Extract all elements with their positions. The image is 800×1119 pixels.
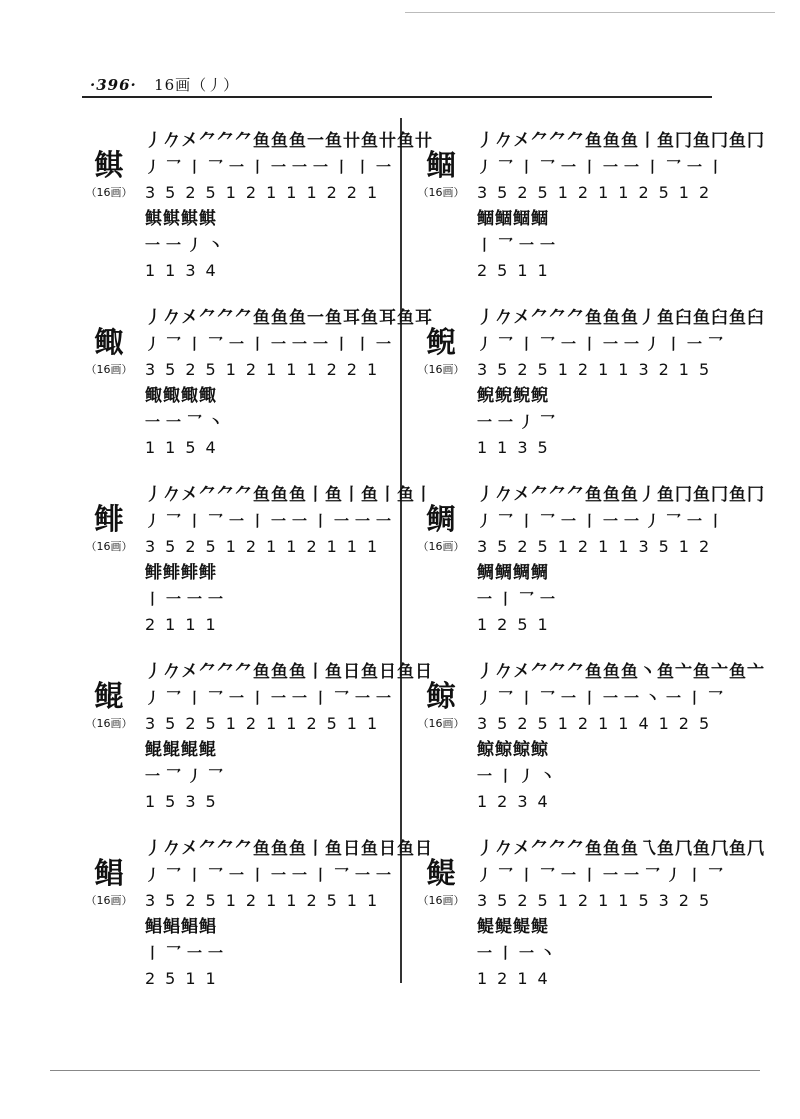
stroke-progression-cont: 鲲鲲鲲鲲	[145, 740, 217, 760]
head-character-block	[80, 325, 138, 377]
head-character: 鲰	[94, 325, 124, 359]
stroke-count-label: （16画）	[85, 540, 133, 553]
stroke-codes-cont: 1134	[145, 261, 226, 280]
stroke-codes: 352512114125	[477, 714, 720, 733]
head-character-block	[412, 148, 470, 200]
stroke-codes: 352512111221	[145, 360, 388, 379]
stroke-progression-cont: 鲳鲳鲳鲳	[145, 917, 217, 937]
stroke-progression: 丿𠂊㐅⺈⺈⺈鱼鱼鱼一鱼耳鱼耳鱼耳	[145, 308, 433, 328]
stroke-shapes: 丿乛丨乛一丨一一丿丨一乛	[477, 335, 730, 353]
stroke-shapes: 丿乛丨乛一丨一一丨乛一一	[145, 689, 398, 707]
stroke-count-label: （16画）	[85, 363, 133, 376]
stroke-shapes-cont: 一一丿乛	[477, 413, 562, 431]
stroke-shapes: 丿乛丨乛一丨一一丨乛一一	[145, 866, 398, 884]
character-entry	[412, 482, 765, 659]
stroke-codes: 352512115325	[477, 891, 720, 910]
head-character-block	[412, 325, 470, 377]
stroke-progression: 丿𠂊㐅⺈⺈⺈鱼鱼鱼丿鱼冂鱼冂鱼冂	[477, 485, 765, 505]
stroke-order-body	[145, 482, 433, 638]
head-character-block	[80, 502, 138, 554]
right-column	[412, 128, 765, 1013]
stroke-codes-cont: 1135	[477, 438, 558, 457]
stroke-codes: 352512113215	[477, 360, 720, 379]
stroke-shapes-cont: 丨乛一一	[145, 944, 230, 962]
stroke-progression: 丿𠂊㐅⺈⺈⺈鱼鱼鱼丨鱼冂鱼冂鱼冂	[477, 131, 765, 151]
page-number: ·396·	[90, 76, 137, 94]
stroke-count-label: （16画）	[417, 363, 465, 376]
stroke-count-label: （16画）	[85, 717, 133, 730]
character-entry	[80, 305, 433, 482]
head-character: 鲲	[94, 679, 124, 713]
character-entry	[80, 482, 433, 659]
stroke-codes: 352512113512	[477, 537, 720, 556]
head-character: 鲳	[94, 856, 124, 890]
head-character-block	[80, 856, 138, 908]
stroke-shapes-cont: 一丨乛一	[477, 590, 562, 608]
stroke-progression-cont: 鲸鲸鲸鲸	[477, 740, 549, 760]
top-rule	[405, 12, 775, 13]
stroke-order-body	[145, 659, 433, 815]
stroke-progression-cont: 鲵鲵鲵鲵	[477, 386, 549, 406]
character-entry	[412, 305, 765, 482]
stroke-order-body	[477, 482, 765, 638]
stroke-order-body	[477, 305, 765, 461]
stroke-shapes-cont: 一乛丿乛	[145, 767, 230, 785]
stroke-codes-cont: 1154	[145, 438, 226, 457]
stroke-progression-cont: 鲯鲯鲯鲯	[145, 209, 217, 229]
stroke-shapes-cont: 丨乛一一	[477, 236, 562, 254]
stroke-count-label: （16画）	[417, 894, 465, 907]
stroke-count-label: （16画）	[417, 186, 465, 199]
stroke-shapes-cont: 丨一一一	[145, 590, 230, 608]
character-entry	[412, 659, 765, 836]
head-character: 鲷	[426, 502, 456, 536]
head-character-block	[80, 679, 138, 731]
stroke-codes-cont: 2511	[145, 969, 226, 988]
stroke-progression: 丿𠂊㐅⺈⺈⺈鱼鱼鱼丶鱼亠鱼亠鱼亠	[477, 662, 765, 682]
stroke-progression: 丿𠂊㐅⺈⺈⺈鱼鱼鱼丨鱼日鱼日鱼日	[145, 839, 433, 859]
stroke-progression-cont: 鲰鲰鲰鲰	[145, 386, 217, 406]
stroke-progression: 丿𠂊㐅⺈⺈⺈鱼鱼鱼乁鱼⺇鱼⺇鱼⺇	[477, 839, 765, 859]
stroke-progression: 丿𠂊㐅⺈⺈⺈鱼鱼鱼一鱼卄鱼卄鱼卄	[145, 131, 433, 151]
stroke-shapes: 丿乛丨乛一丨一一丿乛一丨	[477, 512, 730, 530]
stroke-shapes: 丿乛丨乛一丨一一丶一丨乛	[477, 689, 730, 707]
stroke-codes-cont: 2511	[477, 261, 558, 280]
stroke-progression: 丿𠂊㐅⺈⺈⺈鱼鱼鱼丿鱼臼鱼臼鱼臼	[477, 308, 765, 328]
stroke-codes: 352512112511	[145, 891, 388, 910]
character-entry	[412, 836, 765, 1013]
stroke-codes: 352512112511	[145, 714, 388, 733]
head-character: 鲯	[94, 148, 124, 182]
head-character: 鲸	[426, 679, 456, 713]
header-rule	[82, 96, 712, 98]
stroke-order-body	[477, 836, 765, 992]
character-entry	[412, 128, 765, 305]
head-character: 鳀	[426, 856, 456, 890]
stroke-shapes: 丿乛丨乛一丨一一乛丿丨乛	[477, 866, 730, 884]
stroke-shapes-cont: 一一丿丶	[145, 236, 230, 254]
stroke-codes: 352512112111	[145, 537, 388, 556]
stroke-order-body	[477, 128, 765, 284]
stroke-codes-cont: 1535	[145, 792, 226, 811]
stroke-order-body	[145, 128, 433, 284]
left-column	[80, 128, 433, 1013]
head-character: 鲴	[426, 148, 456, 182]
stroke-codes: 352512112512	[477, 183, 720, 202]
stroke-codes-cont: 1214	[477, 969, 558, 988]
stroke-progression-cont: 鲱鲱鲱鲱	[145, 563, 217, 583]
bottom-rule	[50, 1070, 760, 1071]
head-character-block	[80, 148, 138, 200]
stroke-codes-cont: 1251	[477, 615, 558, 634]
head-character: 鲱	[94, 502, 124, 536]
character-entry	[80, 128, 433, 305]
stroke-order-body	[477, 659, 765, 815]
stroke-progression-cont: 鲷鲷鲷鲷	[477, 563, 549, 583]
stroke-shapes: 丿乛丨乛一丨一一丨乛一丨	[477, 158, 730, 176]
stroke-order-body	[145, 305, 433, 461]
stroke-shapes-cont: 一一乛丶	[145, 413, 230, 431]
head-character-block	[412, 502, 470, 554]
stroke-count-label: （16画）	[85, 894, 133, 907]
stroke-codes-cont: 2111	[145, 615, 226, 634]
stroke-codes-cont: 1234	[477, 792, 558, 811]
head-character: 鲵	[426, 325, 456, 359]
head-character-block	[412, 856, 470, 908]
stroke-codes: 352512111221	[145, 183, 388, 202]
page-header	[90, 74, 239, 95]
stroke-shapes: 丿乛丨乛一丨一一丨一一一	[145, 512, 398, 530]
stroke-progression: 丿𠂊㐅⺈⺈⺈鱼鱼鱼丨鱼日鱼日鱼日	[145, 662, 433, 682]
stroke-order-body	[145, 836, 433, 992]
stroke-progression: 丿𠂊㐅⺈⺈⺈鱼鱼鱼丨鱼丨鱼丨鱼丨	[145, 485, 433, 505]
stroke-count-label: （16画）	[85, 186, 133, 199]
stroke-count-label: （16画）	[417, 540, 465, 553]
character-entry	[80, 836, 433, 1013]
head-character-block	[412, 679, 470, 731]
stroke-shapes-cont: 一丨一丶	[477, 944, 562, 962]
section-title: 16画（丿）	[154, 76, 240, 94]
stroke-shapes-cont: 一丨丿丶	[477, 767, 562, 785]
character-entry	[80, 659, 433, 836]
stroke-count-label: （16画）	[417, 717, 465, 730]
stroke-progression-cont: 鲴鲴鲴鲴	[477, 209, 549, 229]
stroke-shapes: 丿乛丨乛一丨一一一丨丨一	[145, 335, 398, 353]
stroke-progression-cont: 鳀鳀鳀鳀	[477, 917, 549, 937]
stroke-shapes: 丿乛丨乛一丨一一一丨丨一	[145, 158, 398, 176]
